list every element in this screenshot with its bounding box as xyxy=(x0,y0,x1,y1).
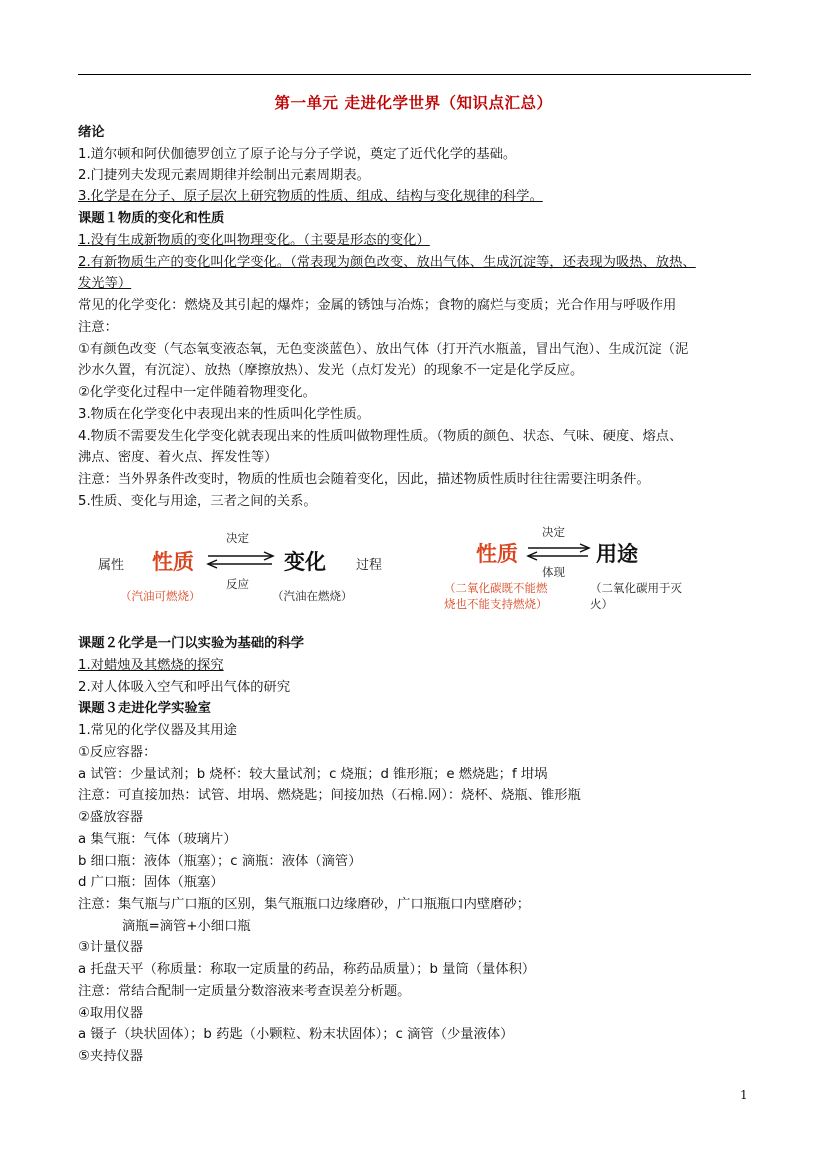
diagram-label-attribute: 属性 xyxy=(98,558,125,573)
text-line: 1.道尔顿和阿伏伽德罗创立了原子论与分子学说，奠定了近代化学的基础。 xyxy=(78,147,517,162)
text-line: a 托盘天平（称质量：称取一定质量的药品，称药品质量）；b 量筒（量体积） xyxy=(78,962,536,977)
diagram-example-property-line1: （二氧化碳既不能燃 xyxy=(444,581,548,595)
text-line: a 试管：少量试剂；b 烧杯：较大量试剂；c 烧瓶；d 锥形瓶；e 燃烧匙；f 坩埚 xyxy=(78,767,548,782)
diagram-example-property-line2: 烧也不能支持燃烧） xyxy=(444,597,548,611)
text-line: 2.门捷列夫发现元素周期律并绘制出元素周期表。 xyxy=(78,168,370,183)
text-line: b 细口瓶：液体（瓶塞）；c 滴瓶：液体（滴管） xyxy=(78,854,362,869)
header-rule xyxy=(78,74,751,75)
text-line: 注意：可直接加热：试管、坩埚、燃烧匙；间接加热（石棉.网）：烧杯、烧瓶、锥形瓶 xyxy=(78,788,581,803)
text-line: ⑤夹持仪器 xyxy=(78,1049,144,1064)
text-line: ②盛放容器 xyxy=(78,810,144,825)
text-line: 发光等） xyxy=(78,276,132,291)
diagram-example-use: （二氧化碳用于灭火） xyxy=(590,581,682,611)
text-line: 滴瓶=滴管+小细口瓶 xyxy=(122,919,251,934)
diagram-arrow-label-reflects: 体现 xyxy=(542,565,565,579)
page-number: 1 xyxy=(740,1088,748,1102)
section-heading-lesson3: 课题３走进化学实验室 xyxy=(78,701,211,716)
diagram-arrow-label-determines: 决定 xyxy=(226,531,249,545)
diagram-example-change: （汽油在燃烧） xyxy=(272,589,353,603)
section-heading-lesson2: 课题２化学是一门以实验为基础的科学 xyxy=(78,636,305,651)
text-line: 5.性质、变化与用途，三者之间的关系。 xyxy=(78,494,317,509)
text-line: 常见的化学变化：燃烧及其引起的爆炸；金属的锈蚀与冶炼；食物的腐烂与变质；光合作用与呼吸作用 xyxy=(78,298,677,313)
diagram-property: 性质 xyxy=(476,542,518,566)
diagram-arrow-label-determines: 决定 xyxy=(542,525,565,539)
text-line: ④取用仪器 xyxy=(78,1006,144,1021)
text-line: 3.化学是在分子、原子层次上研究物质的性质、组成、结构与变化规律的科学。 xyxy=(78,189,543,204)
text-line: d 广口瓶：固体（瓶塞） xyxy=(78,875,224,890)
diagram-example-property: （汽油可燃烧） xyxy=(120,589,201,603)
diagram-arrow-label-reflects: 反应 xyxy=(226,577,249,591)
section-heading-intro: 绪论 xyxy=(78,125,105,140)
diagram-change: 变化 xyxy=(284,550,326,574)
diagram-label-process: 过程 xyxy=(356,558,383,573)
text-line: 1.对蜡烛及其燃烧的探究 xyxy=(78,658,224,673)
text-line: ③计量仪器 xyxy=(78,940,144,955)
text-line: 注意：当外界条件改变时，物质的性质也会随着变化，因此，描述物质性质时往往需要注明条件。 xyxy=(78,472,650,487)
text-line: 注意： xyxy=(78,320,118,335)
text-line: ②化学变化过程中一定伴随着物理变化。 xyxy=(78,385,316,400)
text-line: 2.有新物质生产的变化叫化学变化。（常表现为颜色改变、放出气体、生成沉淀等，还表现为吸热、放热、 xyxy=(78,255,696,270)
text-line: ①有颜色改变（气态氧变液态氧，无色变淡蓝色）、放出气体（打开汽水瓶盖，冒出气泡）、生成沉淀（泥 xyxy=(78,342,689,357)
text-line: 1.没有生成新物质的变化叫物理变化。（主要是形态的变化） xyxy=(78,233,430,248)
text-line: a 集气瓶：气体（玻璃片） xyxy=(78,832,237,847)
text-line: 4.物质不需要发生化学变化就表现出来的性质叫做物理性质。（物质的颜色、状态、气味、硬度、熔点、 xyxy=(78,429,683,444)
diagram-property: 性质 xyxy=(152,550,194,574)
property-change-diagram xyxy=(90,522,410,612)
diagram-use: 用途 xyxy=(596,542,638,566)
section-heading-lesson1: 课题１物质的变化和性质 xyxy=(78,211,225,226)
text-line: a 镊子（块状固体）；b 药匙（小颗粒、粉末状固体）；c 滴管（少量液体） xyxy=(78,1027,514,1042)
double-arrow-icon xyxy=(526,542,592,562)
double-arrow-icon xyxy=(206,550,276,570)
page-title: 第一单元 走进化学世界（知识点汇总） xyxy=(274,94,553,112)
text-line: 注意：常结合配制一定质量分数溶液来考查误差分析题。 xyxy=(78,984,411,999)
text-line: 注意：集气瓶与广口瓶的区别，集气瓶瓶口边缘磨砂，广口瓶瓶口内壁磨砂； xyxy=(78,897,531,912)
text-line: 3.物质在化学变化中表现出来的性质叫化学性质。 xyxy=(78,407,370,422)
property-use-diagram xyxy=(440,522,690,612)
text-line: 沸点、密度、着火点、挥发性等） xyxy=(78,450,278,465)
text-line: 1.常见的化学仪器及其用途 xyxy=(78,723,237,738)
text-line: 2.对人体吸入空气和呼出气体的研究 xyxy=(78,680,291,695)
text-line: 沙水久置，有沉淀）、放热（摩擦放热）、发光（点灯发光）的现象不一定是化学反应。 xyxy=(78,363,584,378)
text-line: ①反应容器： xyxy=(78,745,157,760)
